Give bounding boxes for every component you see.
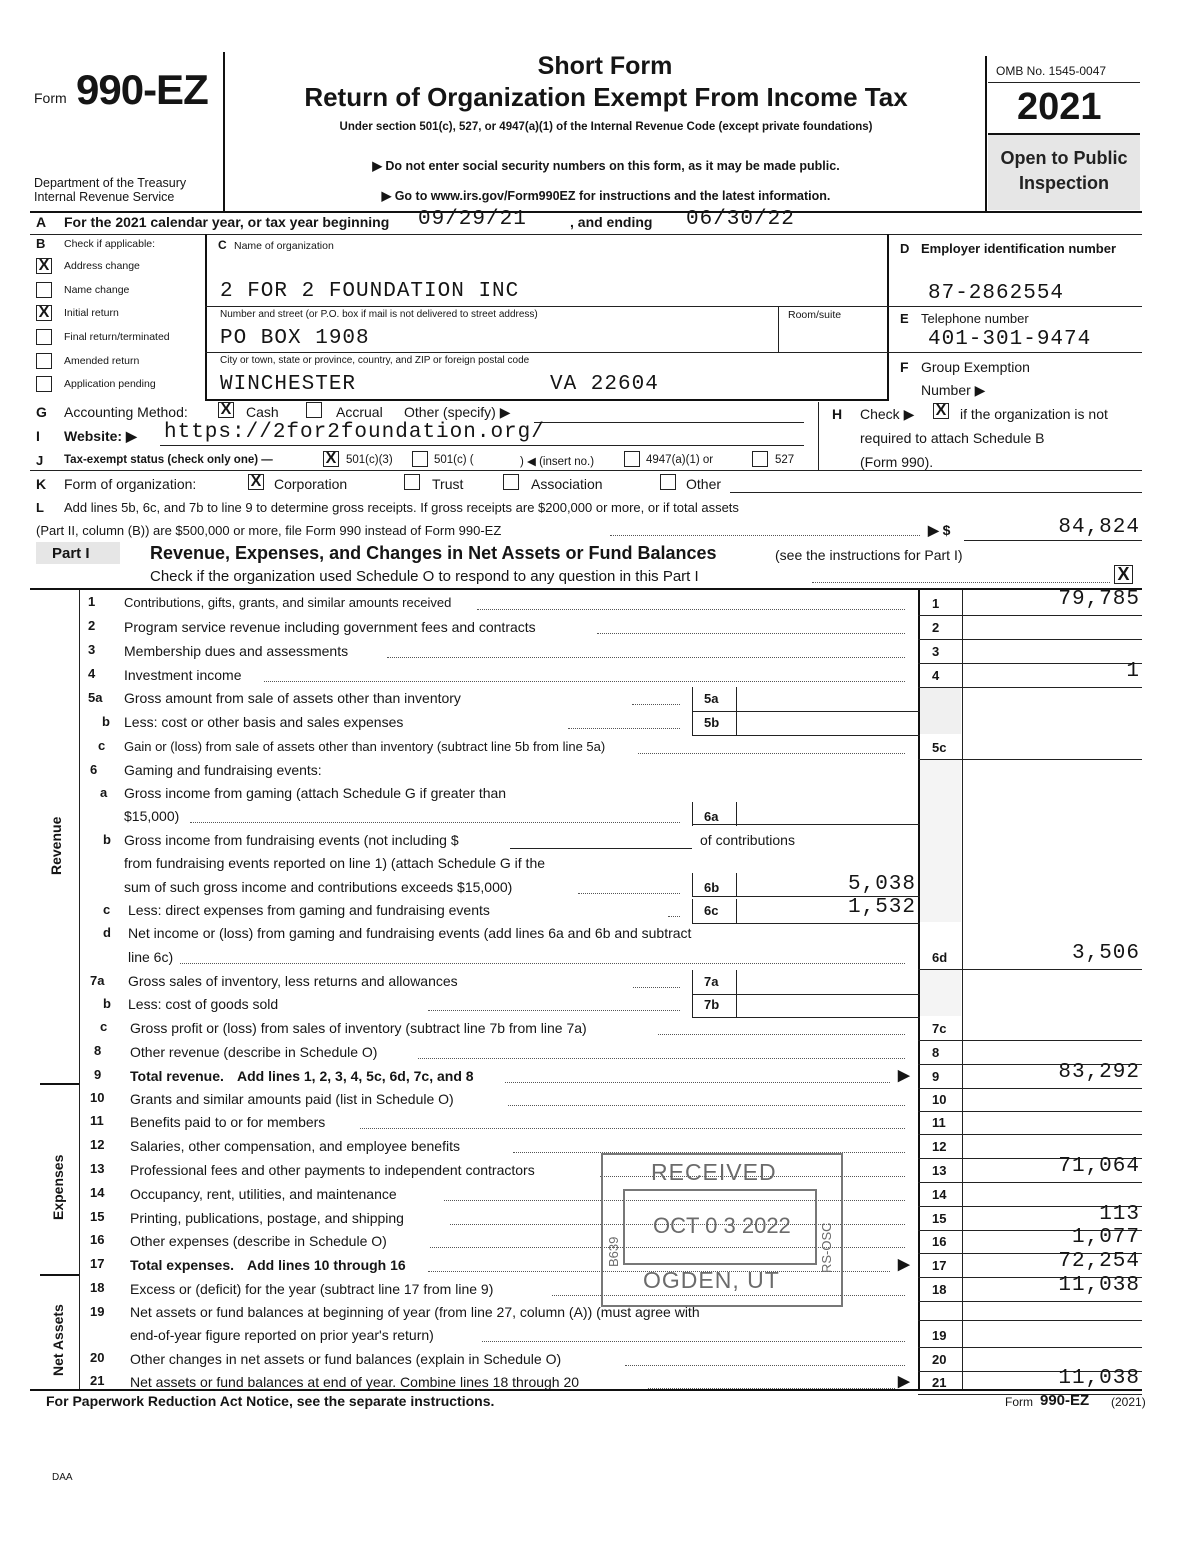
- line-number: 19: [90, 1304, 105, 1319]
- leader-dots: [360, 1128, 905, 1129]
- line-number: b: [102, 714, 110, 729]
- section-i-letter: I: [36, 428, 40, 444]
- form-number: 990-EZ: [76, 66, 208, 113]
- received-stamp: [601, 1153, 843, 1307]
- shaded-box-cell: [920, 760, 961, 922]
- section-b-checkbox[interactable]: [36, 282, 52, 298]
- section-h-letter: H: [832, 406, 843, 422]
- 4947-label: 4947(a)(1) or: [646, 454, 714, 466]
- line-amount-l9[interactable]: 83,292: [1058, 1061, 1140, 1084]
- section-h-check: Check ▶: [860, 406, 915, 422]
- inner-box-left: [692, 687, 693, 711]
- line-box-label: 6d: [932, 950, 948, 965]
- line-box-label: 18: [932, 1282, 947, 1297]
- 501c3-label: 501(c)(3): [346, 454, 393, 466]
- line-text-l16: Other expenses (describe in Schedule O): [130, 1233, 387, 1249]
- stamp-left-code: B639: [606, 1236, 621, 1267]
- line-number: 1: [88, 594, 96, 609]
- line-text-l11: Benefits paid to or for members: [130, 1114, 326, 1130]
- section-l-letter: L: [36, 500, 44, 515]
- section-h-text1: if the organization is not: [960, 406, 1108, 422]
- line-number: c: [100, 1019, 108, 1034]
- form-subtitle: Under section 501(c), 527, or 4947(a)(1) of the Internal Revenue Code (except private foundations): [339, 121, 873, 133]
- trust-label: Trust: [432, 476, 464, 492]
- line-text-l7c: Gross profit or (loss) from sales of inventory (subtract line 7b from line 7a): [130, 1020, 587, 1036]
- inner-box-divider: [736, 993, 737, 1017]
- tax-year-end[interactable]: 06/30/22: [686, 208, 795, 231]
- insert-no-label: ) ◀ (insert no.): [520, 456, 595, 468]
- leader-dots: [508, 1105, 905, 1106]
- line-number: 20: [90, 1350, 105, 1365]
- corporation-checkbox[interactable]: X: [248, 474, 264, 490]
- other-method-label: Other (specify) ▶: [404, 404, 511, 420]
- open-public-line1: Open to Public: [1000, 148, 1128, 168]
- line-box-label: 8: [932, 1045, 940, 1060]
- line-text-l21: Net assets or fund balances at end of year. Combine lines 18 through 20: [130, 1374, 580, 1390]
- accounting-method-label: Accounting Method:: [64, 404, 188, 420]
- line-number: d: [103, 925, 111, 940]
- section-b-checkbox[interactable]: X: [36, 305, 52, 321]
- line-number: 21: [90, 1373, 105, 1388]
- line-text-l5a: Gross amount from sale of assets other than inventory: [124, 690, 461, 706]
- inner-box-label: 7a: [704, 974, 719, 989]
- row-rule: [918, 1040, 1142, 1041]
- leader-dots: [632, 704, 680, 705]
- row-rule: [918, 1088, 1142, 1089]
- section-k-letter: K: [36, 476, 47, 492]
- inner-rule: [692, 896, 920, 897]
- other-org-label: Other: [686, 476, 722, 492]
- gross-receipts-amount[interactable]: 84,824: [1058, 516, 1140, 539]
- inner-box-label: 7b: [704, 997, 720, 1012]
- gross-receipts-arrow: ▶ $: [928, 522, 951, 538]
- leader-dots: [190, 822, 680, 823]
- section-l-text2: (Part II, column (B)) are $500,000 or more, file Form 990 instead of Form 990-EZ: [36, 523, 502, 538]
- stamp-right-code: RS-OSC: [819, 1222, 834, 1273]
- tax-year: 2021: [1017, 86, 1102, 128]
- trust-checkbox[interactable]: [404, 474, 420, 490]
- group-number-label[interactable]: Number ▶: [921, 382, 986, 398]
- line-box-label: 4: [932, 668, 940, 683]
- line-a-ending: , and ending: [570, 214, 653, 230]
- line-number: 18: [90, 1280, 105, 1295]
- row-rule: [918, 615, 1142, 616]
- row-rule: [918, 1301, 1142, 1302]
- schedule-o-text: Check if the organization used Schedule O to respond to any question in this Part I: [150, 568, 699, 585]
- line-amount-l15[interactable]: 113: [1099, 1203, 1140, 1226]
- ein-label: Employer identification number: [921, 241, 1117, 256]
- total-arrow-icon: ▶: [898, 1067, 910, 1084]
- leader-dots: [505, 1082, 890, 1083]
- line-text-l18: Excess or (deficit) for the year (subtract line 17 from line 9): [130, 1281, 494, 1297]
- line-box-label: 15: [932, 1211, 947, 1226]
- line-text-l4: Investment income: [124, 667, 242, 683]
- line-box-label: 17: [932, 1258, 947, 1273]
- line-box-label: 1: [932, 596, 940, 611]
- expenses-side-label: Expenses: [50, 1154, 66, 1220]
- inner-box-divider: [736, 711, 737, 735]
- 527-label: 527: [775, 454, 795, 466]
- total-arrow-icon: ▶: [898, 1373, 910, 1390]
- section-h-text3: (Form 990).: [860, 454, 934, 470]
- line-text-l8: Other revenue (describe in Schedule O): [130, 1044, 378, 1060]
- section-d-letter: D: [900, 241, 910, 256]
- daa-code: DAA: [52, 1472, 73, 1483]
- section-b-checkbox[interactable]: X: [36, 258, 52, 274]
- schedule-o-checkbox[interactable]: X: [1114, 565, 1133, 584]
- line-box-label: 13: [932, 1163, 947, 1178]
- inner-box-divider: [736, 687, 737, 711]
- group-exemption-label: Group Exemption: [921, 359, 1030, 375]
- line-number: 7a: [90, 973, 105, 988]
- leader-dots: [658, 1034, 905, 1035]
- leader-dots: [482, 1341, 905, 1342]
- leader-dots: [668, 916, 680, 917]
- inner-rule: [692, 923, 920, 924]
- line-box-label: 12: [932, 1139, 947, 1154]
- line-text-l6b-1: Gross income from fundraising events (not including $: [124, 832, 459, 848]
- line-text-l7a: Gross sales of inventory, less returns and allowances: [128, 973, 458, 989]
- line-amount-l6d[interactable]: 3,506: [1071, 942, 1140, 965]
- omb-number: OMB No. 1545-0047: [996, 64, 1107, 78]
- line-text-l6d-1: Net income or (loss) from gaming and fundraising events (add lines 6a and 6b and subtract: [128, 925, 692, 941]
- inner-box-label: 6b: [704, 880, 720, 895]
- line-number: 5a: [88, 690, 103, 705]
- fundraising-blank: [510, 848, 692, 849]
- section-b-letter: B: [36, 236, 46, 251]
- inner-rule: [692, 994, 920, 995]
- inner-rule: [692, 824, 920, 825]
- line-box-label: 10: [932, 1092, 947, 1107]
- line-box-label: 20: [932, 1352, 947, 1367]
- line-bold-text-l9: Total revenue.: [130, 1068, 224, 1084]
- line-box-label: 2: [932, 620, 940, 635]
- line-number: 17: [90, 1256, 105, 1271]
- inner-box-divider: [736, 899, 737, 923]
- line-text-l6b-3: sum of such gross income and contributions exceeds $15,000): [124, 879, 513, 895]
- line-number: c: [103, 902, 111, 917]
- line-text-l6: Gaming and fundraising events:: [124, 762, 322, 778]
- 4947-checkbox[interactable]: [624, 451, 640, 467]
- net-assets-side-label: Net Assets: [50, 1304, 66, 1376]
- leader-dots: [578, 893, 680, 894]
- section-b-item-label: Initial return: [64, 307, 119, 319]
- inner-box-label: 6a: [704, 809, 719, 824]
- line-box-label: 3: [932, 644, 940, 659]
- 501c-other-label: 501(c) (: [434, 454, 474, 466]
- line-text-l13: Professional fees and other payments to independent contractors: [130, 1162, 535, 1178]
- city-label: City or town, state or province, country, and ZIP or foreign postal code: [220, 355, 530, 366]
- row-rule: [918, 1111, 1142, 1112]
- line-number: 6: [90, 762, 98, 777]
- line-number: 13: [90, 1161, 105, 1176]
- leader-dots: [428, 1010, 680, 1011]
- dept-irs: Internal Revenue Service: [34, 190, 175, 204]
- leader-dots: [418, 1058, 905, 1059]
- inner-box-label: 5b: [704, 715, 720, 730]
- form-title: Return of Organization Exempt From Income Tax: [304, 82, 908, 112]
- corporation-label: Corporation: [274, 476, 348, 492]
- form-word: Form: [34, 90, 67, 106]
- line-text-l19-1: Net assets or fund balances at beginning of year (from line 27, column (A)) (must agree with: [130, 1304, 700, 1320]
- ssn-notice: ▶ Do not enter social security numbers on this form, as it may be made public.: [372, 159, 840, 173]
- street-label: Number and street (or P.O. box if mail is not delivered to street address): [220, 309, 538, 320]
- inner-box-left: [692, 970, 693, 994]
- shaded-box-cell: [920, 688, 961, 734]
- short-form-heading: Short Form: [537, 52, 673, 80]
- line-amount-l16[interactable]: 1,077: [1071, 1226, 1140, 1249]
- line-box-label: 16: [932, 1234, 947, 1249]
- line-box-label: 19: [932, 1328, 947, 1343]
- row-rule: [918, 1347, 1142, 1348]
- leader-dots: [625, 1365, 905, 1366]
- website-url[interactable]: https://2for2foundation.org/: [164, 421, 545, 444]
- row-rule: [918, 1320, 1142, 1321]
- inner-box-left: [692, 711, 693, 735]
- row-rule: [918, 639, 1142, 640]
- line-number: 16: [90, 1232, 105, 1247]
- form-of-org-label: Form of organization:: [64, 476, 197, 492]
- 501c3-checkbox[interactable]: X: [323, 451, 339, 467]
- inner-box-left: [692, 873, 693, 897]
- open-public-shade: [988, 134, 1140, 210]
- line-amount-l21[interactable]: 11,038: [1058, 1367, 1140, 1390]
- line-text-l5b: Less: cost or other basis and sales expenses: [124, 714, 404, 730]
- street-address[interactable]: PO BOX 1908: [220, 327, 370, 350]
- line-text-l6a-1: Gross income from gaming (attach Schedule G if greater than: [124, 785, 507, 801]
- part-label: Part I: [52, 545, 90, 562]
- accrual-checkbox[interactable]: [306, 402, 322, 418]
- leader-dots: [477, 609, 905, 610]
- schedule-b-checkbox[interactable]: X: [933, 403, 949, 419]
- leader-dots: [264, 681, 905, 682]
- section-f-letter: F: [900, 359, 909, 375]
- section-b-checkbox[interactable]: [36, 376, 52, 392]
- ein-value[interactable]: 87-2862554: [928, 282, 1065, 305]
- section-c-letter: C: [218, 238, 227, 252]
- total-arrow-icon: ▶: [898, 1256, 910, 1273]
- section-b-item-label: Application pending: [64, 378, 156, 390]
- line-number: 9: [94, 1067, 102, 1082]
- line-text-l2: Program service revenue including government fees and contracts: [124, 619, 536, 635]
- line-text-l6c: Less: direct expenses from gaming and fundraising events: [128, 902, 490, 918]
- dept-treasury: Department of the Treasury: [34, 176, 187, 190]
- line-number: 15: [90, 1209, 105, 1224]
- line-number: 14: [90, 1185, 105, 1200]
- line-text-l14: Occupancy, rent, utilities, and maintenance: [130, 1186, 397, 1202]
- org-name[interactable]: 2 FOR 2 FOUNDATION INC: [220, 280, 520, 303]
- section-h-text2: required to attach Schedule B: [860, 430, 1045, 446]
- line-number: 4: [88, 666, 96, 681]
- footer-form-id: 990-EZ: [1040, 1392, 1090, 1409]
- line-text-l3: Membership dues and assessments: [124, 643, 349, 659]
- line-text-l9: Add lines 1, 2, 3, 4, 5c, 6d, 7c, and 8: [237, 1068, 474, 1084]
- website-label: Website: ▶: [64, 428, 137, 444]
- inner-rule: [692, 1017, 920, 1018]
- line-box-label: 7c: [932, 1021, 947, 1036]
- part-title-note: (see the instructions for Part I): [775, 547, 963, 563]
- inner-box-label: 6c: [704, 903, 719, 918]
- line-text-l19-2: end-of-year figure reported on prior year's return): [130, 1327, 434, 1343]
- footer-form-year: (2021): [1111, 1395, 1146, 1409]
- leader-dots: [180, 963, 905, 964]
- section-b-item-label: Final return/terminated: [64, 331, 170, 343]
- tax-year-begin[interactable]: 09/29/21: [418, 208, 527, 231]
- phone-value[interactable]: 401-301-9474: [928, 328, 1092, 351]
- section-b-checkbox[interactable]: [36, 353, 52, 369]
- line-amount-l1[interactable]: 79,785: [1058, 588, 1140, 611]
- state-zip[interactable]: VA 22604: [550, 373, 659, 396]
- inner-amount-l6c[interactable]: 1,532: [847, 896, 916, 919]
- section-b-checkbox[interactable]: [36, 329, 52, 345]
- line-number: a: [100, 785, 108, 800]
- cash-label: Cash: [246, 404, 279, 420]
- line-text-l6b-2: from fundraising events reported on line 1) (attach Schedule G if the: [124, 855, 546, 871]
- instructions-notice: ▶ Go to www.irs.gov/Form990EZ for instructions and the latest information.: [381, 189, 831, 203]
- room-suite-label: Room/suite: [788, 309, 842, 321]
- line-text-l10: Grants and similar amounts paid (list in Schedule O): [130, 1091, 454, 1107]
- line-text-l17: Add lines 10 through 16: [247, 1257, 406, 1273]
- section-b-title: Check if applicable:: [64, 238, 156, 250]
- inner-box-divider: [736, 873, 737, 897]
- inner-box-left: [692, 802, 693, 826]
- line-text-l15: Printing, publications, postage, and shipping: [130, 1210, 404, 1226]
- accrual-label: Accrual: [336, 404, 383, 420]
- phone-label: Telephone number: [921, 311, 1029, 326]
- line-text-l20: Other changes in net assets or fund balances (explain in Schedule O): [130, 1351, 562, 1367]
- stamp-received: RECEIVED: [651, 1159, 777, 1185]
- section-g-letter: G: [36, 404, 47, 420]
- city[interactable]: WINCHESTER: [220, 373, 357, 396]
- open-public-line2: Inspection: [1018, 173, 1109, 193]
- 501c-other-checkbox[interactable]: [412, 451, 428, 467]
- line-amount-l4[interactable]: 1: [1126, 660, 1140, 683]
- line-number: 2: [88, 618, 96, 633]
- inner-amount-l6b[interactable]: 5,038: [847, 873, 916, 896]
- line-box-label: 9: [932, 1069, 940, 1084]
- leader-dots: [597, 633, 905, 634]
- line-number: 10: [90, 1090, 105, 1105]
- other-org-checkbox[interactable]: [660, 474, 676, 490]
- section-l-text1: Add lines 5b, 6c, and 7b to line 9 to determine gross receipts. If gross receipts are $200,000 or more, or if total assets: [64, 500, 739, 515]
- line-text-l7b: Less: cost of goods sold: [128, 996, 279, 1012]
- line-amount-l17[interactable]: 72,254: [1058, 1250, 1140, 1273]
- stamp-city: OGDEN, UT: [643, 1267, 780, 1293]
- cash-checkbox[interactable]: X: [218, 402, 234, 418]
- line-box-label: 5c: [932, 740, 947, 755]
- association-checkbox[interactable]: [503, 474, 519, 490]
- line-text-l6b-1b: of contributions: [700, 832, 795, 848]
- footer-form-word: Form: [1005, 1395, 1033, 1409]
- section-b-item-label: Amended return: [64, 355, 140, 367]
- line-bold-text-l17: Total expenses.: [130, 1257, 235, 1273]
- section-e-letter: E: [900, 311, 909, 326]
- inner-box-left: [692, 899, 693, 923]
- line-number: b: [103, 996, 111, 1011]
- line-number: 3: [88, 642, 96, 657]
- section-j-letter: J: [36, 453, 44, 468]
- line-number: b: [103, 832, 111, 847]
- inner-rule: [692, 735, 920, 736]
- line-amount-l13[interactable]: 71,064: [1058, 1155, 1140, 1178]
- inner-box-divider: [736, 970, 737, 994]
- inner-box-left: [692, 993, 693, 1017]
- line-number: 11: [90, 1113, 104, 1128]
- section-b-item-label: Name change: [64, 284, 130, 296]
- row-rule: [918, 1134, 1142, 1135]
- line-text-l6d-2: line 6c): [128, 949, 174, 965]
- leader-dots: [568, 728, 680, 729]
- inner-rule: [692, 711, 920, 712]
- leader-dots: [638, 753, 905, 754]
- line-text-l12: Salaries, other compensation, and employee benefits: [130, 1138, 460, 1154]
- line-number: c: [98, 738, 106, 753]
- leader-dots: [633, 987, 680, 988]
- line-a-letter: A: [36, 214, 47, 230]
- revenue-side-label: Revenue: [48, 816, 64, 875]
- org-name-label: Name of organization: [234, 240, 334, 252]
- line-amount-l18[interactable]: 11,038: [1058, 1274, 1140, 1297]
- line-number: 12: [90, 1137, 105, 1152]
- shaded-box-cell: [920, 970, 961, 1016]
- leader-dots: [387, 657, 905, 658]
- line-text-l1: Contributions, gifts, grants, and similar amounts received: [124, 595, 452, 610]
- line-number: 8: [94, 1043, 102, 1058]
- inner-box-label: 5a: [704, 691, 719, 706]
- paperwork-notice: For Paperwork Reduction Act Notice, see the separate instructions.: [46, 1393, 495, 1409]
- line-box-label: 14: [932, 1187, 947, 1202]
- line-text-l6a-2: $15,000): [124, 808, 180, 824]
- line-a-text: For the 2021 calendar year, or tax year beginning: [64, 214, 390, 230]
- line-box-label: 11: [932, 1115, 946, 1130]
- stamp-date: OCT 0 3 2022: [653, 1213, 791, 1238]
- tax-exempt-label: Tax-exempt status (check only one) —: [64, 454, 273, 466]
- section-b-item-label: Address change: [64, 260, 140, 272]
- inner-box-divider: [736, 802, 737, 826]
- part-title: Revenue, Expenses, and Changes in Net Assets or Fund Balances: [150, 543, 717, 563]
- association-label: Association: [531, 476, 603, 492]
- 527-checkbox[interactable]: [752, 451, 768, 467]
- line-box-label: 21: [932, 1375, 947, 1390]
- line-text-l5c: Gain or (loss) from sale of assets other than inventory (subtract line 5b from line 5a): [124, 739, 606, 754]
- row-rule: [918, 1182, 1142, 1183]
